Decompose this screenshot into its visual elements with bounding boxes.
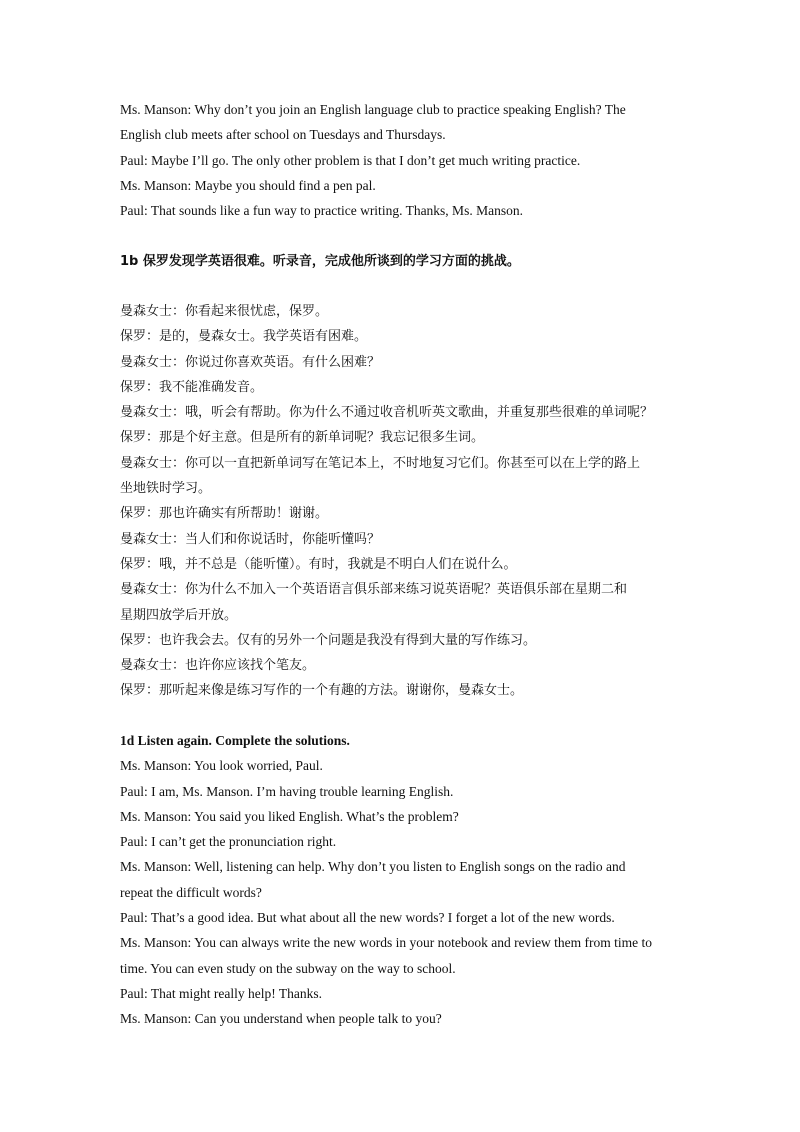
translation-line: 星期四放学后开放。 (120, 607, 238, 623)
section-1b-heading: 1b 保罗发现学英语很难。听录音，完成他所谈到的学习方面的挑战。 (120, 254, 520, 269)
dialogue-continuation (120, 97, 700, 223)
translation-line: 保罗：哦，并不总是（能听懂）。有时，我就是不明白人们在说什么。 (120, 556, 517, 572)
translation-line: 保罗：那也许确实有所帮助！谢谢。 (120, 506, 329, 522)
translation-line: 保罗：我不能准确发音。 (120, 379, 264, 395)
translation-line: 曼森女士：当人们和你说话时，你能听懂吗？ (120, 531, 381, 547)
translation-line: 曼森女士：你说过你喜欢英语。有什么困难？ (120, 354, 381, 370)
dialogue-line: Paul: That sounds like a fun way to practice writing. Thanks, Ms. Manson. (120, 203, 523, 219)
dialogue-line: repeat the difficult words? (120, 884, 262, 900)
translation-line: 曼森女士：哦，听会有帮助。你为什么不通过收音机听英文歌曲，并重复那些很难的单词呢？ (120, 405, 654, 421)
dialogue-line: Paul: I can’t get the pronunciation right. (120, 834, 337, 850)
translation-line: 曼森女士：你可以一直把新单词写在笔记本上，不时地复习它们。你甚至可以在上学的路上 (120, 455, 641, 471)
translation-line: 曼森女士：也许你应该找个笔友。 (120, 658, 316, 674)
translation-line: 坐地铁时学习。 (120, 481, 212, 497)
dialogue-line: Paul: I am, Ms. Manson. I’m having trouble learning English. (120, 783, 454, 799)
dialogue-line: Paul: That might really help! Thanks. (120, 985, 322, 1001)
dialogue-line: Ms. Manson: Can you understand when people talk to you? (120, 1011, 442, 1027)
dialogue-line: Ms. Manson: Why don’t you join an English language club to practice speaking English? The (120, 102, 626, 117)
section-1b (120, 249, 700, 274)
section-1d (120, 728, 700, 1032)
translation-line: 保罗：那是个好主意。但是所有的新单词呢？我忘记很多生词。 (120, 430, 485, 446)
section-1d-heading: 1d Listen again. Complete the solutions. (120, 733, 350, 748)
dialogue-line: time. You can even study on the subway on the way to school. (120, 960, 456, 976)
dialogue-line: English club meets after school on Tuesdays and Thursdays. (120, 127, 446, 143)
section-1b-translation (120, 299, 700, 704)
translation-line: 保罗：那听起来像是练习写作的一个有趣的方法。谢谢你，曼森女士。 (120, 683, 524, 699)
translation-line: 曼森女士：你为什么不加入一个英语语言俱乐部来练习说英语呢？英语俱乐部在星期二和 (120, 582, 628, 598)
dialogue-line: Ms. Manson: Well, listening can help. Why don’t you listen to English songs on the radio and (120, 859, 626, 875)
dialogue-line: Paul: Maybe I’ll go. The only other problem is that I don’t get much writing practice. (120, 152, 581, 168)
dialogue-line: Paul: That’s a good idea. But what about all the new words? I forget a lot of the new words. (120, 910, 615, 926)
translation-line: 保罗：是的，曼森女士。我学英语有困难。 (120, 329, 368, 345)
dialogue-line: Ms. Manson: You look worried, Paul. (120, 758, 323, 774)
translation-line: 曼森女士：你看起来很忧虑，保罗。 (120, 304, 329, 319)
translation-line: 保罗：也许我会去。仅有的另外一个问题是我没有得到大量的写作练习。 (120, 632, 537, 648)
dialogue-line: Ms. Manson: You can always write the new words in your notebook and review them from time to (120, 935, 653, 951)
dialogue-line: Ms. Manson: Maybe you should find a pen pal. (120, 177, 376, 193)
dialogue-line: Ms. Manson: You said you liked English. What’s the problem? (120, 808, 459, 824)
